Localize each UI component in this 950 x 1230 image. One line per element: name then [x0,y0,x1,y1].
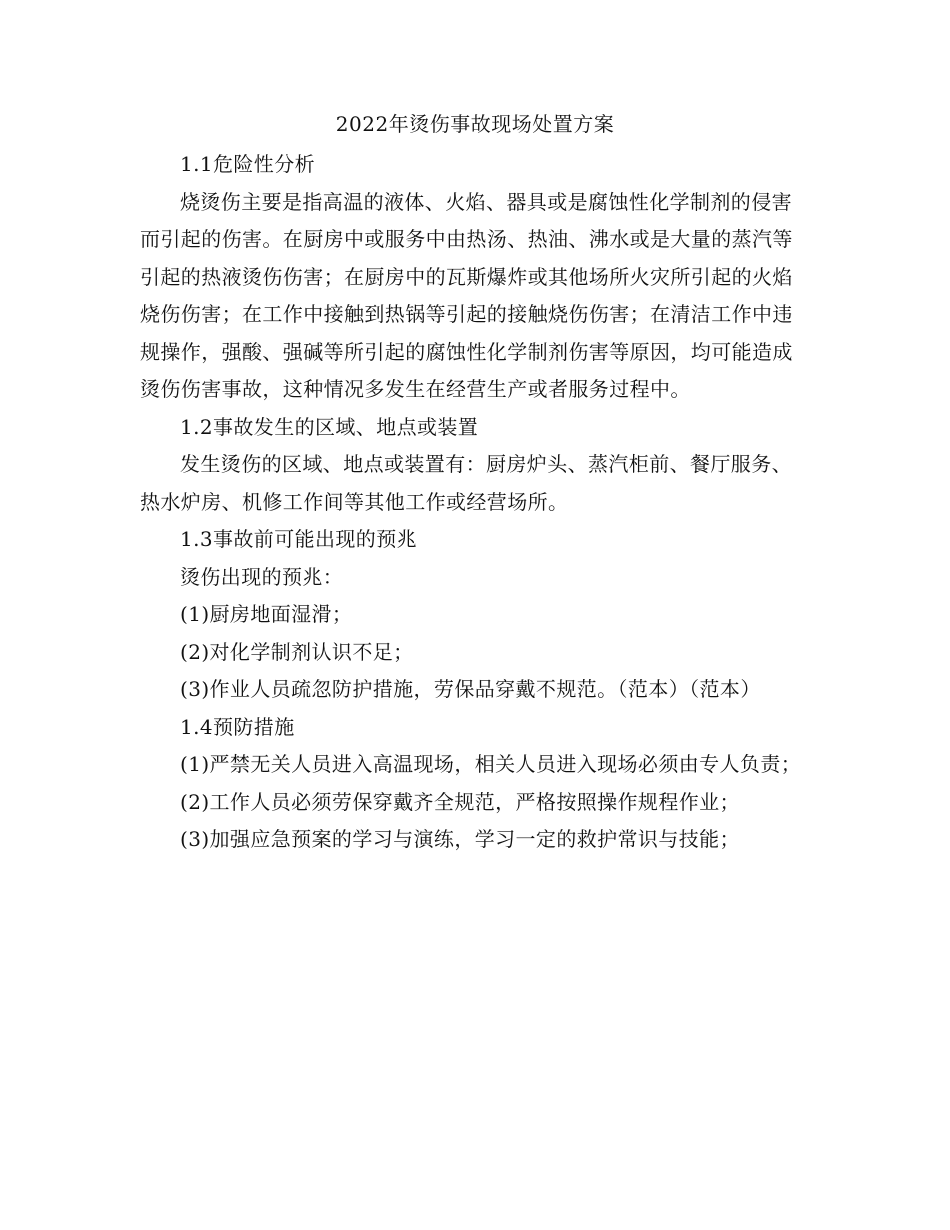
section-heading-1-2: 1.2事故发生的区域、地点或装置 [180,414,479,439]
list-item-omen-2: (2)对化学制剂认识不足； [180,639,414,664]
section-heading-1-3: 1.3事故前可能出现的预兆 [180,527,418,551]
document-body [140,146,812,859]
section-heading-1-1: 1.1危险性分析 [180,152,316,176]
section-heading-1-4: 1.4预防措施 [180,714,295,739]
list-item-prevention-3: (3)加强应急预案的学习与演练，学习一定的救护常识与技能； [180,827,740,851]
paragraph-accident-areas: 发生烫伤的区域、地点或装置有：厨房炉头、蒸汽柜前、餐厅服务、热水炉房、机修工作间等其他工作或经营场所。 [140,452,792,514]
paragraph-omens-intro: 烫伤出现的预兆： [180,564,344,589]
document-title: 2022年烫伤事故现场处置方案 [335,112,615,136]
list-item-prevention-1: (1)严禁无关人员进入高温现场，相关人员进入现场必须由专人负责； [180,752,802,776]
list-item-prevention-2: (2)工作人员必须劳保穿戴齐全规范，严格按照操作规程作业； [180,789,740,814]
list-item-omen-3: (3)作业人员疏忽防护措施，劳保品穿戴不规范。（范本）（范本） [180,677,761,701]
paragraph-risk-analysis: 烧烫伤主要是指高温的液体、火焰、器具或是腐蚀性化学制剂的侵害而引起的伤害。在厨房中或服务中由热汤、热油、沸水或是大量的蒸汽等引起的热液烫伤伤害；在厨房中的瓦斯爆炸或其他场所火灾所引起的火焰烧伤伤害；在工作中接触到热锅等引起的接触烧伤伤害；在清洁工作中违规操作，强酸、强碱等所引起的腐蚀性化学制剂伤害等原因，均可能造成烫伤伤害事故，这种情况多发生在经营生产或者服务过程中。 [140,189,793,401]
list-item-omen-1: (1)厨房地面湿滑； [180,602,353,626]
